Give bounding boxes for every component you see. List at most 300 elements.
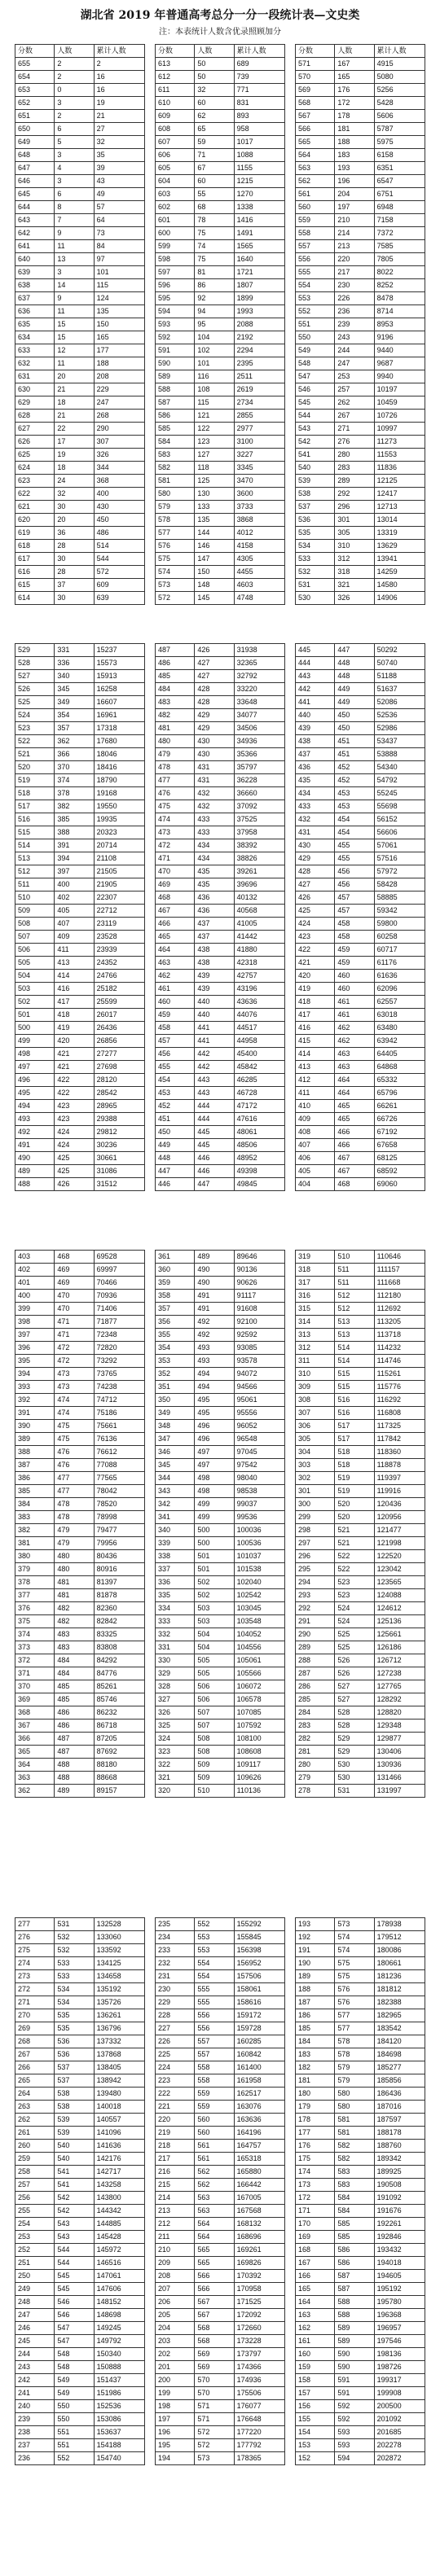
table-row [15,1290,145,1303]
table-row [15,1641,145,1654]
table-cell: 222 [156,2088,195,2101]
table-cell: 13941 [374,553,425,566]
table-row [15,2153,145,2166]
table-row [156,1035,285,1048]
table-cell: 4748 [234,592,284,605]
table-cell: 277 [15,1918,55,1931]
table-cell: 531 [55,1918,94,1931]
table-cell: 46728 [234,1087,284,1100]
table-row [156,839,285,852]
table-cell: 450 [156,1126,195,1139]
table-cell: 689 [234,58,284,71]
table-cell: 335 [156,1589,195,1602]
table-cell: 341 [156,1511,195,1524]
table-row [156,2101,285,2114]
table-cell: 549 [55,2374,94,2387]
table-cell: 436 [296,761,335,774]
table-row [156,996,285,1009]
table-row [156,1498,285,1511]
table-row [296,1022,425,1035]
table-row [296,410,425,423]
table-cell: 144 [195,527,234,540]
table-cell: 739 [234,71,284,84]
table-cell: 204 [156,2322,195,2335]
table-cell: 88668 [94,1772,144,1785]
table-cell: 551 [55,2426,94,2439]
table-cell: 3600 [234,488,284,501]
table-cell: 263 [15,2101,55,2114]
table-cell: 2977 [234,423,284,436]
table-cell: 431 [195,774,234,787]
table-cell: 247 [15,2309,55,2322]
table-cell: 437 [195,918,234,931]
table-row [296,644,425,657]
table-cell: 567 [195,2296,234,2309]
table-cell: 187016 [374,2101,425,2114]
table-cell: 509 [195,1759,234,1772]
table-cell: 121998 [374,1537,425,1550]
table-cell: 163076 [234,2101,284,2114]
table-cell: 74238 [94,1381,144,1394]
table-row [15,735,145,748]
table-cell: 3 [55,97,94,110]
table-cell: 609 [94,579,144,592]
table-cell: 197 [156,2413,195,2426]
table-cell: 471 [156,852,195,865]
table-cell: 645 [15,188,55,201]
table-cell: 575 [335,1957,374,1970]
table-cell: 555 [195,1996,234,2009]
table-row [296,71,425,84]
table-row [296,592,425,605]
table-row [15,1918,145,1931]
table-cell: 40132 [234,892,284,905]
table-row [156,983,285,996]
table-row [15,800,145,813]
table-row [15,1602,145,1615]
table-cell: 465 [156,931,195,944]
table-cell: 82842 [94,1615,144,1628]
table-cell: 259 [15,2153,55,2166]
table-cell: 35797 [234,761,284,774]
table-row [156,214,285,227]
table-cell: 395 [15,1355,55,1368]
table-cell: 505 [195,1667,234,1680]
table-cell: 538 [55,2088,94,2101]
table-cell: 6158 [374,149,425,162]
table-row [156,1407,285,1420]
table-row [15,918,145,931]
table-cell: 589 [156,370,195,383]
table-cell: 204 [335,188,374,201]
table-cell: 193 [296,1918,335,1931]
table-cell: 1338 [234,201,284,214]
table-cell: 345 [156,1459,195,1472]
table-cell: 557 [195,2048,234,2061]
table-cell: 257 [335,383,374,396]
table-cell: 254 [15,2218,55,2231]
table-cell: 11 [55,240,94,253]
table-row [15,579,145,592]
table-row [156,1061,285,1074]
table-cell: 425 [55,1165,94,1178]
table-cell: 5787 [374,123,425,136]
table-cell: 520 [335,1498,374,1511]
table-cell: 161 [296,2335,335,2348]
table-cell: 8478 [374,292,425,305]
table-cell: 215 [156,2179,195,2192]
table-row [296,514,425,527]
table-row [296,2387,425,2400]
table-cell: 251 [15,2257,55,2270]
table-row [15,1759,145,1772]
table-cell: 568 [296,97,335,110]
table-row [296,1680,425,1693]
table-cell: 404 [296,1178,335,1191]
table-cell: 237 [15,2439,55,2452]
table-cell: 416 [296,1022,335,1035]
table-cell: 443 [296,670,335,683]
table-cell: 21 [94,110,144,123]
table-cell: 451 [335,748,374,761]
table-cell: 21108 [94,852,144,865]
table-cell: 506 [15,944,55,957]
table-cell: 10197 [374,383,425,396]
table-cell: 56152 [374,813,425,826]
table-cell: 514 [94,540,144,553]
table-cell: 546 [55,2296,94,2309]
table-cell: 154188 [94,2439,144,2452]
table-row [156,1628,285,1641]
table-cell: 535 [296,527,335,540]
table-cell: 438 [195,957,234,970]
table-cell: 190 [296,1957,335,1970]
table-cell: 50740 [374,657,425,670]
table-row [156,696,285,709]
table-row [296,2452,425,2465]
table-cell: 414 [296,1048,335,1061]
table-cell: 236 [335,305,374,318]
table-cell: 479 [55,1537,94,1550]
table-cell: 27698 [94,1061,144,1074]
table-cell: 49845 [234,1178,284,1191]
table-cell: 584 [335,2205,374,2218]
table-row [156,1126,285,1139]
table-row [15,2244,145,2257]
table-row [156,2348,285,2361]
table-cell: 214 [335,227,374,240]
table-row [156,318,285,331]
table-row [156,396,285,410]
table-cell: 108100 [234,1733,284,1746]
table-header-cell: 人数 [55,45,94,58]
table-cell: 376 [15,1602,55,1615]
table-cell: 491 [15,1139,55,1152]
table-cell: 7158 [374,214,425,227]
table-cell: 242 [15,2374,55,2387]
table-cell: 619 [15,527,55,540]
table-cell: 546 [55,2309,94,2322]
table-row [296,1720,425,1733]
table-row [156,2452,285,2465]
table-cell: 164196 [234,2127,284,2140]
table-cell: 144885 [94,2218,144,2231]
table-cell: 515 [335,1368,374,1381]
table-cell: 332 [156,1628,195,1641]
table-row [15,2127,145,2140]
table-row [296,84,425,97]
table-row [15,1277,145,1290]
table-cell: 36660 [234,787,284,800]
table-cell: 641 [15,240,55,253]
table-cell: 362 [15,1785,55,1798]
table-cell: 52986 [374,722,425,735]
table-cell: 495 [195,1394,234,1407]
table-row [156,2335,285,2348]
table-row [296,2322,425,2335]
table-row [156,1277,285,1290]
table-cell: 97045 [234,1446,284,1459]
table-cell: 418 [296,996,335,1009]
table-cell: 608 [156,123,195,136]
table-cell: 76612 [94,1446,144,1459]
table-cell: 450 [94,514,144,527]
table-row [296,553,425,566]
table-cell: 1017 [234,136,284,149]
table-cell: 519 [335,1485,374,1498]
table-cell: 199 [156,2387,195,2400]
table-cell: 470 [55,1303,94,1316]
table-row [156,2374,285,2387]
table-cell: 493 [195,1355,234,1368]
table-cell: 188760 [374,2140,425,2153]
table-cell: 97542 [234,1459,284,1472]
table-header-cell: 累计人数 [374,45,425,58]
table-cell: 166442 [234,2179,284,2192]
table-cell: 64405 [374,1048,425,1061]
table-column [15,1250,145,1798]
table-row [15,1615,145,1628]
table-cell: 563 [296,162,335,175]
table-cell: 461 [156,983,195,996]
table-cell: 604 [156,175,195,188]
table-cell: 429 [296,852,335,865]
table-row [296,501,425,514]
table-cell: 4158 [234,540,284,553]
table-cell: 445 [296,644,335,657]
table-cell: 584 [335,2192,374,2205]
table-cell: 262 [335,396,374,410]
table-cell: 175 [296,2153,335,2166]
table-cell: 320 [156,1785,195,1798]
table-cell: 831 [234,97,284,110]
table-cell: 563 [195,2192,234,2205]
table-cell: 649 [15,136,55,149]
table-row [15,1035,145,1048]
table-cell: 178365 [234,2452,284,2465]
table-cell: 272 [15,1983,55,1996]
table-cell: 229 [94,383,144,396]
table-cell: 312 [335,553,374,566]
table-cell: 1899 [234,292,284,305]
table-cell: 122520 [374,1550,425,1563]
table-cell: 503 [195,1615,234,1628]
table-cell: 112692 [374,1303,425,1316]
table-cell: 91117 [234,1290,284,1303]
table-cell: 334 [156,1602,195,1615]
table-cell: 172 [335,97,374,110]
table-cell: 66726 [374,1113,425,1126]
table-cell: 527 [335,1693,374,1706]
table-cell: 577 [156,527,195,540]
score-table [15,643,145,1191]
table-row [296,892,425,905]
table-cell: 503 [15,983,55,996]
table-row [15,475,145,488]
table-cell: 123565 [374,1576,425,1589]
table-row [296,696,425,709]
table-cell: 365 [15,1746,55,1759]
table-cell: 177792 [234,2439,284,2452]
table-cell: 471 [55,1316,94,1329]
table-cell: 582 [156,462,195,475]
table-cell: 271 [335,423,374,436]
table-cell: 5256 [374,84,425,97]
table-cell: 176648 [234,2413,284,2426]
table-row [296,396,425,410]
table-row [15,2048,145,2061]
table-row [296,2179,425,2192]
table-cell: 84292 [94,1654,144,1667]
table-cell: 571 [195,2400,234,2413]
table-cell: 623 [15,475,55,488]
table-cell: 274 [15,1957,55,1970]
table-cell: 639 [15,266,55,279]
table-row [15,1537,145,1550]
table-cell: 571 [296,58,335,71]
table-cell: 120436 [374,1498,425,1511]
table-cell: 244 [15,2348,55,2361]
table-cell: 2855 [234,410,284,423]
table-cell: 67658 [374,1139,425,1152]
table-cell: 196957 [374,2322,425,2335]
table-cell: 305 [335,527,374,540]
table-cell: 100536 [234,1537,284,1550]
table-row [156,735,285,748]
table-row [15,1420,145,1433]
table-row [15,71,145,84]
table-cell: 435 [195,878,234,892]
table-cell: 591 [335,2387,374,2400]
table-cell: 3868 [234,514,284,527]
table-cell: 556 [296,253,335,266]
table-cell: 15237 [94,644,144,657]
table-cell: 507 [195,1706,234,1720]
table-row [15,774,145,787]
table-header-cell: 累计人数 [234,45,284,58]
table-row [15,1022,145,1035]
table-row [156,2387,285,2400]
table-row [156,2048,285,2061]
table-row [296,1576,425,1589]
table-cell: 151986 [94,2387,144,2400]
table-cell: 576 [335,1983,374,1996]
table-cell: 12713 [374,501,425,514]
table-cell: 4 [55,162,94,175]
table-cell: 131466 [374,1772,425,1785]
table-cell: 502 [195,1576,234,1589]
table-cell: 373 [15,1641,55,1654]
table-cell: 196 [156,2426,195,2439]
table-column [295,44,425,605]
table-cell: 480 [55,1563,94,1576]
table-cell: 958 [234,123,284,136]
table-cell: 594 [156,305,195,318]
table-cell: 349 [156,1407,195,1420]
table-cell: 547 [296,370,335,383]
table-row [15,2205,145,2218]
table-cell: 3345 [234,462,284,475]
table-cell: 428 [195,683,234,696]
table-cell: 553 [195,1931,234,1944]
table-cell: 465 [335,1113,374,1126]
table-row [15,540,145,553]
table-cell: 494 [15,1100,55,1113]
table-cell: 182965 [374,2009,425,2022]
table-cell: 560 [195,2114,234,2127]
table-cell: 381 [15,1537,55,1550]
table-row [296,475,425,488]
table-row [15,1563,145,1576]
table-row [296,1035,425,1048]
table-cell: 508 [195,1746,234,1759]
table-cell: 525 [335,1628,374,1641]
table-cell: 0 [55,84,94,97]
table-row [15,227,145,240]
table-cell: 12417 [374,488,425,501]
table-cell: 541 [55,2179,94,2192]
table-cell: 486 [55,1720,94,1733]
table-cell: 191 [296,1944,335,1957]
table-cell: 529 [335,1733,374,1746]
table-cell: 36 [55,527,94,540]
table-cell: 93085 [234,1342,284,1355]
table-row [15,1733,145,1746]
table-cell: 133060 [94,1931,144,1944]
table-cell: 99536 [234,1511,284,1524]
table-cell: 21 [55,383,94,396]
table-cell: 607 [156,136,195,149]
table-cell: 177 [94,344,144,357]
table-cell: 207 [156,2283,195,2296]
table-cell: 9 [55,227,94,240]
table-row [156,1524,285,1537]
table-row [156,813,285,826]
table-row [15,97,145,110]
table-cell: 184698 [374,2048,425,2061]
table-cell: 496 [195,1420,234,1433]
table-row [296,1918,425,1931]
table-cell: 299 [296,1511,335,1524]
table-cell: 8252 [374,279,425,292]
table-cell: 170958 [234,2283,284,2296]
table-cell: 331 [55,644,94,657]
table-cell: 196 [335,175,374,188]
table-cell: 3470 [234,475,284,488]
table-cell: 200500 [374,2400,425,2413]
table-row [296,1178,425,1191]
table-cell: 153637 [94,2426,144,2439]
